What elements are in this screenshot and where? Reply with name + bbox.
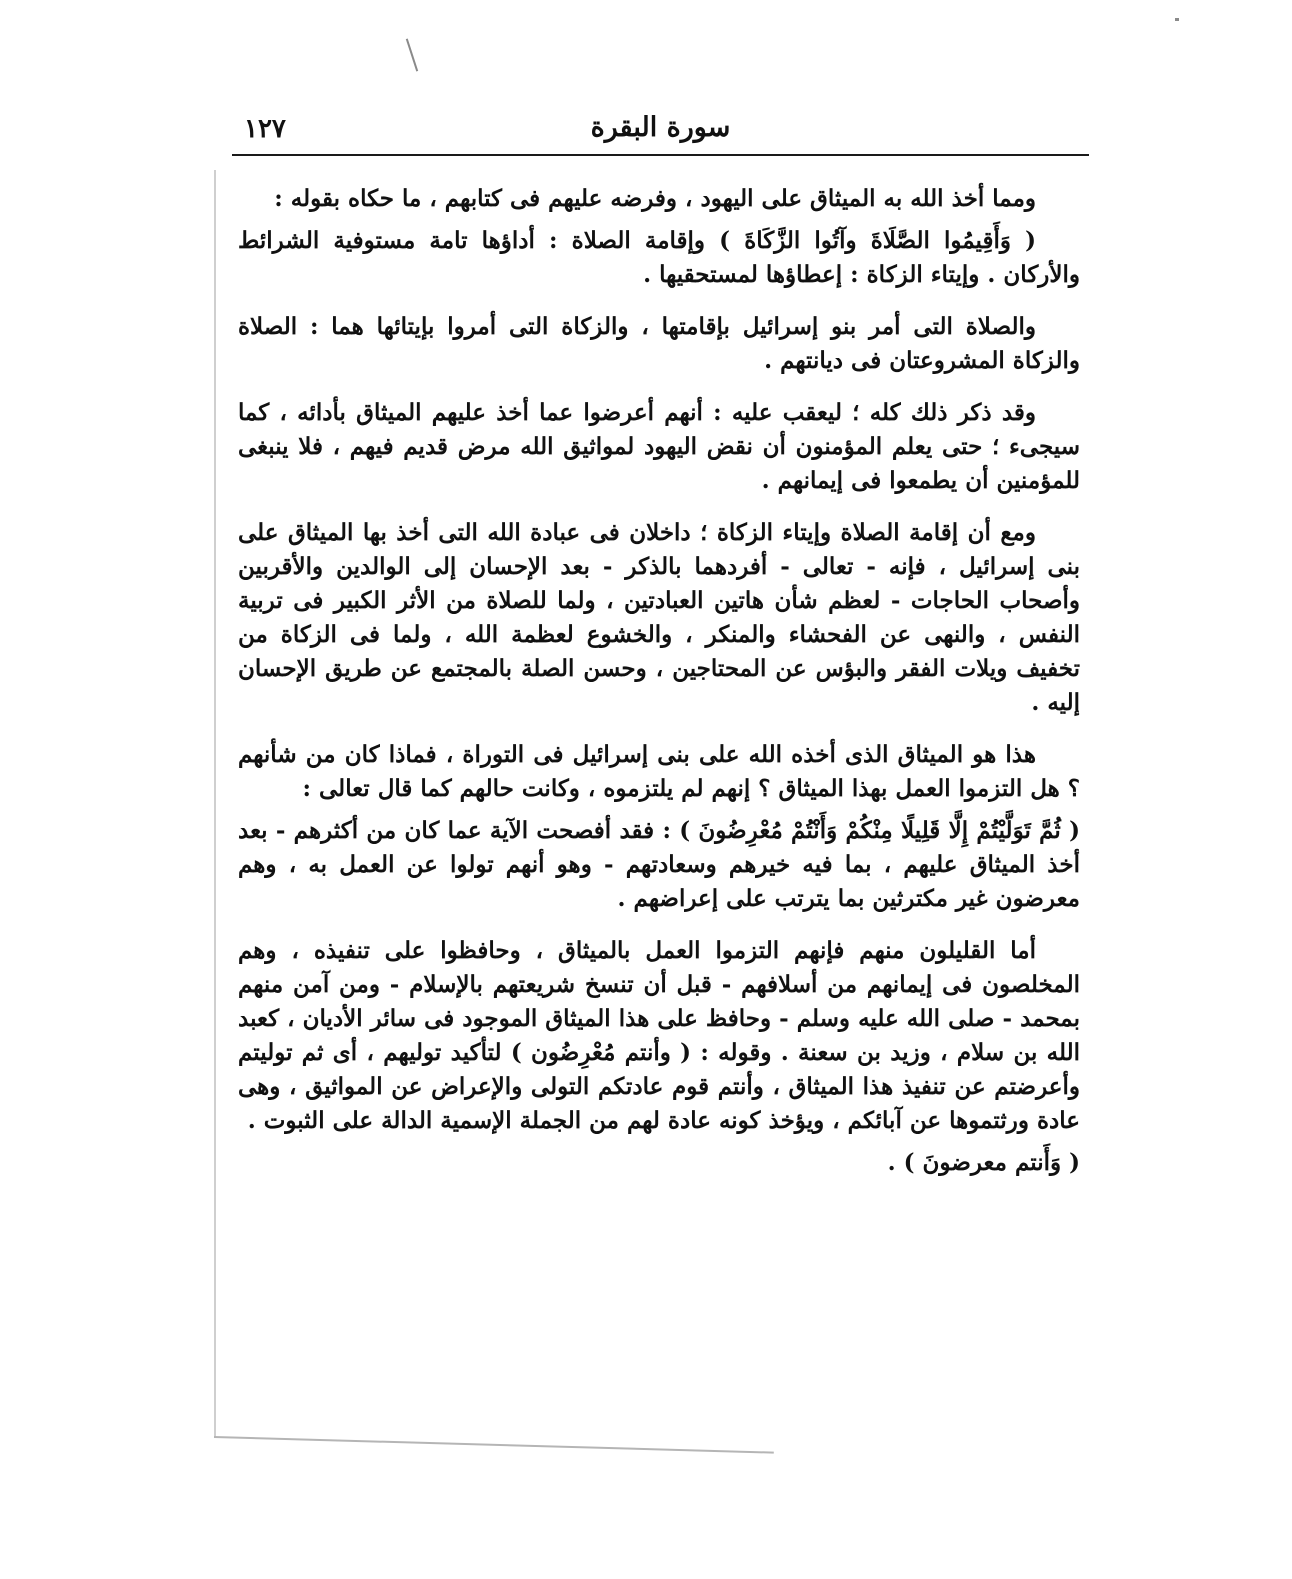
paragraph-worship-importance: ومع أن إقامة الصلاة وإيتاء الزكاة ؛ داخلان فى عبادة الله التى أخذ بها الميثاق على بنى إسرائيل ، فإنه - تعالى - أفردهما بالذكر - بعد الإحسان إلى الوالدين والأقربين وأصحاب الحاجات - لعظم شأن هاتين العبادتين ، ولما للصلاة من الأثر الكبير فى تربية النفس ، والنهى عن الفحشاء والمنكر ، والخشوع لعظمة الله ، ولما فى الزكاة من تخفيف ويلات الفقر والبؤس عن المحتاجين ، وحسن الصلة بالمجتمع عن طريق الإحسان إليه . [238,519,1080,716]
body-text [238,182,1080,1198]
page-edge-shadow [214,170,216,1438]
scan-artifact-stroke [406,39,418,72]
page-header [232,108,1089,156]
paragraph-verse-prayer-zakat: ( وَأَقِيمُوا الصَّلَاةَ وآتُوا الزَّكَاةَ ) وإقامة الصلاة : أداؤها تامة مستوفية الشرائط والأركان . وإيتاء الزكاة : إعطاؤها لمستحقيها . [238,227,1080,288]
paragraph-intro: ومما أخذ الله به الميثاق على اليهود ، وفرضه عليهم فى كتابهم ، ما حكاه بقوله : [274,185,1036,212]
surah-title: سورة البقرة [590,112,731,143]
paragraph-covenant-question: هذا هو الميثاق الذى أخذه الله على بنى إسرائيل فى التوراة ، فماذا كان من شأنهم ؟ هل التزموا العمل بهذا الميثاق ؟ إنهم لم يلتزموه ، وكانت حالهم كما قال تعالى : [238,741,1080,802]
paragraph-closing-verse: ( وَأَنتم معرضونَ ) . [887,1149,1080,1176]
paragraph-faithful-few: أما القليلون منهم فإنهم التزموا العمل بالميثاق ، وحافظوا على تنفيذه ، وهم المخلصون فى إيمانهم من أسلافهم - قبل أن تنسخ شريعتهم بالإسلام - ومن آمن منهم بمحمد - صلى الله عليه وسلم - وحافظ على هذا الميثاق الموجود فى سائر الأديان ، كعبد الله بن سلام ، وزيد بن سعنة . وقوله : ( وأنتم مُعْرِضُون ) لتأكيد توليهم ، أى ثم توليتم وأعرضتم عن تنفيذ هذا الميثاق ، وأنتم قوم عادتكم التولى والإعراض عن المواثيق ، وهى عادة ورثتموها عن آبائكم ، ويؤخذ كونه عادة لهم من الجملة الإسمية الدالة على الثبوت . [238,937,1080,1134]
paragraph-verse-turning-away: ( ثُمَّ تَوَلَّيْتُمْ إِلَّا قَلِيلًا مِنْكُمْ وَأَنْتُمْ مُعْرِضُونَ ) : فقد أفصحت الآية عما كان من أكثرهم - بعد أخذ الميثاق عليهم ، بما فيه خيرهم وسعادتهم - وهو أنهم تولوا عن العمل به ، وهم معرضون غير مكترثين بما يترتب على إعراضهم . [238,817,1080,912]
page-bottom-edge [214,1436,774,1454]
paragraph-covenant-mention: وقد ذكر ذلك كله ؛ ليعقب عليه : أنهم أعرضوا عما أخذ عليهم الميثاق بأدائه ، كما سيجىء ؛ حتى يعلم المؤمنون أن نقض اليهود لمواثيق الله مرض قديم فيهم ، فلا ينبغى للمؤمنين أن يطمعوا فى إيمانهم . [238,399,1080,494]
paragraph-prayer-definition: والصلاة التى أمر بنو إسرائيل بإقامتها ، والزكاة التى أمروا بإيتائها هما : الصلاة والزكاة المشروعتان فى ديانتهم . [238,313,1080,374]
scan-artifact-dot [1175,18,1179,21]
page-number: ١٢٧ [244,114,286,144]
